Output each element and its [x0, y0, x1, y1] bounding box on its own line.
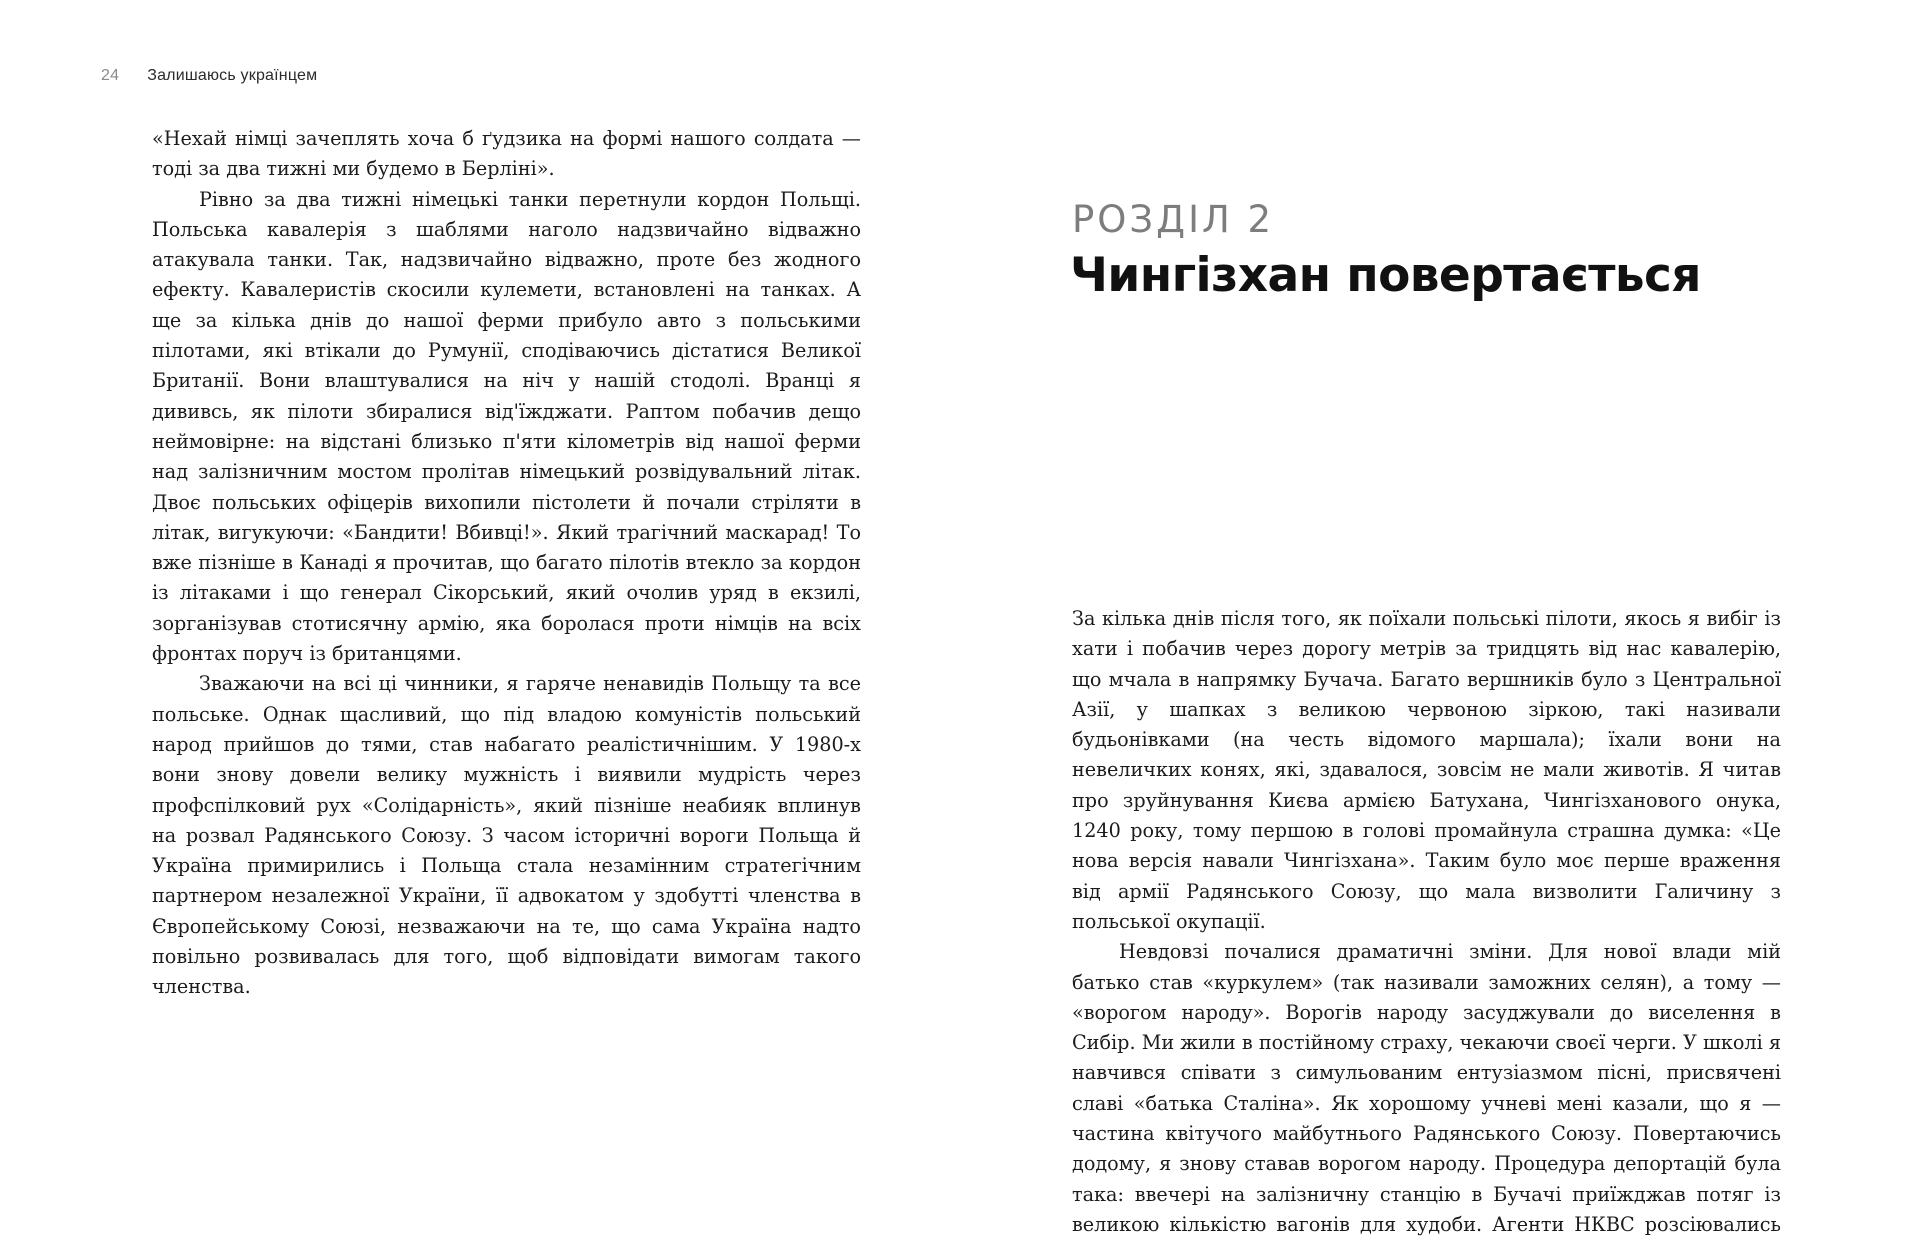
paragraph: Зважаючи на всі ці чинники, я гаряче ненавидів Польщу та все польське. Однак щасливий, що під владою комуністів польський народ прийшов до тями, став набагато реалістичнішим. У 1980-х вони знову довели велику мужність і виявили мудрість через профспілковий рух «Солідарність», який пізніше неабияк вплинув на розвал Радянського Союзу. З часом історичні вороги Польща й Україна примирились і Польща стала незамінним стратегічним партнером незалежної України, її адвокатом у здобутті членства в Європейському Союзі, незважаючи на те, що сама Україна надто повільно розвивалась для того, щоб відповідати вимогам такого членства.	[152, 672, 861, 999]
paragraph: Рівно за два тижні німецькі танки перетнули кордон Польщі. Польська кавалерія з шаблями наголо надзвичайно відважно атакувала танки. Так, надзвичайно відважно, проте без жодного ефекту. Кавалеристів скосили кулемети, встановлені на танках. А ще за кілька днів до нашої ферми прибуло авто з польськими пілотами, які втікали до Румунії, сподіваючись дістатися Великої Британії. Вони влаштувалися на ніч у нашій стодолі. Вранці я дививсь, як пілоти збиралися від'їжджати. Раптом побачив дещо неймовірне: на відстані близько п'яти кілометрів від нашої ферми над залізничним мостом пролітав німецький розвідувальний літак. Двоє польських офіцерів вихопили пістолети й почали стріляти в літак, вигукуючи: «Бандити! Вбивці!». Який трагічний маскарад! То вже пізніше в Канаді я прочитав, що багато пілотів втекло за кордон із літаками і що генерал Сікорський, який очолив уряд в екзилі, зорганізував стотисячну армію, яка боролася проти німців на всіх фронтах поруч із британцями.	[152, 187, 861, 666]
paragraph: Невдовзі почалися драматичні зміни. Для нової влади мій батько став «куркулем» (так називали заможних селян), а тому — «ворогом народу». Ворогів народу засуджували до виселення в Сибір. Ми жили в постійному страху, чекаючи своєї черги. У школі я навчився співати з симульованим ентузіазмом пісні, присвячені славі «батька Сталіна». Як хорошому учневі мені казали, що я — частина квітучого майбутнього Радянського Союзу. Повертаючись додому, я знову ставав ворогом народу. Процедура депортацій була така: ввечері на залізничну станцію в Бучачі приїжджав потяг із великою кількістю вагонів для худоби. Агенти НКВС розсіювались	[1072, 940, 1781, 1236]
running-header	[101, 67, 317, 85]
page-number: 24	[101, 67, 120, 84]
book-title: Залишаюсь українцем	[147, 67, 318, 84]
left-page-text	[152, 124, 861, 1003]
chapter-label: РОЗДІЛ 2	[1072, 198, 1275, 241]
paragraph: «Нехай німці зачеплять хоча б ґудзика на формі нашого солдата — тоді за два тижні ми будемо в Берліні».	[152, 127, 861, 181]
right-page-text	[1072, 604, 1781, 1240]
chapter-title: Чингізхан повертається	[1070, 248, 1701, 303]
paragraph: За кілька днів після того, як поїхали польські пілоти, якось я вибіг із хати і побачив через дорогу метрів за тридцять від нас кавалерію, що мчала в напрямку Бучача. Багато вершників було з Центральної Азії, у шапках з великою червоною зіркою, такі називали будьонівками (на честь відомого маршала); їхали вони на невеличких конях, які, здавалося, зовсім не мали животів. Я читав про зруйнування Києва армією Батухана, Чингізханового онука, 1240 року, тому першою в голові промайнула страшна думка: «Це нова версія навали Чингізхана». Таким було моє перше враження від армії Радянського Союзу, що мала визволити Галичину з польської окупації.	[1072, 607, 1781, 933]
